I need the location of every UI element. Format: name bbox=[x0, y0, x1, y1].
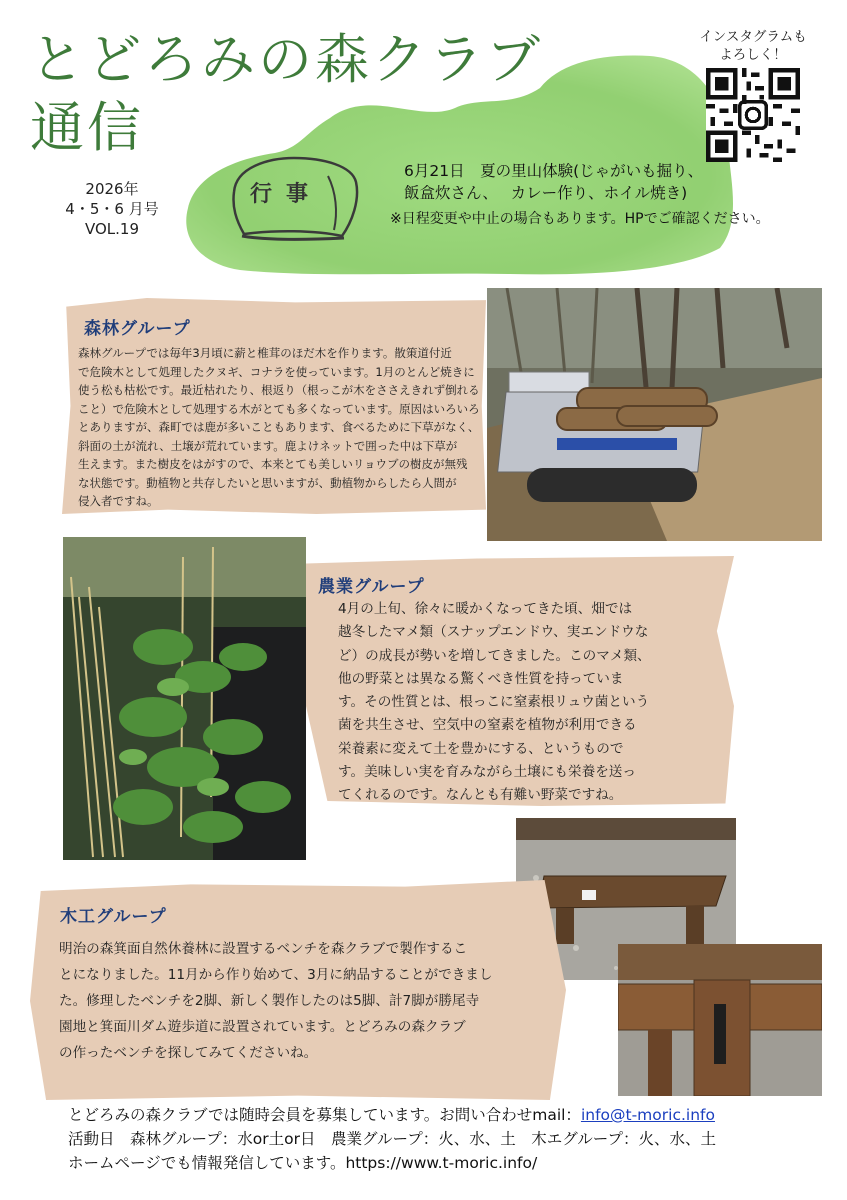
wood-line: 園地と箕面川ダム遊歩道に設置されています。とどろみの森クラブ bbox=[59, 1019, 466, 1035]
farm-peas-photo bbox=[63, 537, 306, 860]
instagram-note-line1: インスタグラムも bbox=[699, 29, 807, 45]
qr-code-graphic bbox=[706, 68, 800, 162]
contact-email-link[interactable]: info@t-moric.info bbox=[580, 1106, 715, 1124]
bench-closeup-graphic bbox=[618, 944, 822, 1096]
farm-line: 栄養素に変えて土を豊かにする、というもので bbox=[338, 740, 624, 757]
farm-group-text bbox=[338, 598, 651, 808]
peas-photo-graphic bbox=[63, 537, 306, 860]
footer-membership-text: とどろみの森クラブでは随時会員を募集しています。お問い合わせmail： bbox=[68, 1106, 581, 1124]
farm-line: す。美味しい実を育みながら土壌にも栄養を送っ bbox=[338, 764, 636, 781]
farm-line: 4月の上旬、徐々に暖かくなってきた頃、畑では bbox=[338, 601, 633, 617]
farm-group-title: 農業グループ bbox=[318, 577, 425, 597]
instagram-note bbox=[688, 28, 818, 64]
farm-line: 越冬したマメ類（スナップエンドウ、実エンドウな bbox=[338, 624, 649, 641]
carrier-photo-graphic bbox=[487, 288, 822, 541]
instagram-note-line2: よろしく！ bbox=[719, 47, 787, 63]
forest-line: で危険木として処理したクヌギ、コナラを使っています。1月のとんど焼きに bbox=[78, 364, 475, 379]
forest-line: 使う松も枯松です。最近枯れたり、根返り（根っこが木をささえきれず倒れる bbox=[78, 383, 480, 397]
newsletter-subtitle: 通信 bbox=[30, 96, 144, 159]
bench-closeup-photo bbox=[618, 944, 822, 1096]
forest-line: 森林グループでは毎年3月頃に薪と椎茸のほだ木を作ります。散策道付近 bbox=[78, 346, 452, 360]
farm-line: てくれるのです。なんとも有難い野菜ですね。 bbox=[338, 787, 623, 804]
wood-line: の作ったベンチを探してみてくださいね。 bbox=[59, 1045, 318, 1061]
event-note: ※日程変更や中止の場合もあります。HPでご確認ください。 bbox=[390, 211, 770, 227]
wood-line: 明治の森箕面自然休養林に設置するベンチを森クラブで製作するこ bbox=[59, 941, 468, 957]
footer-membership bbox=[68, 1104, 715, 1126]
farm-line: 他の野菜とは異なる驚くべき性質を持っていま bbox=[338, 670, 624, 687]
events-badge-label: 行事 bbox=[250, 182, 323, 207]
footer-homepage: ホームページでも情報発信しています。https://www.t-moric.info/ bbox=[68, 1154, 538, 1172]
issue-months: 4・5・6 月号 bbox=[65, 200, 159, 218]
forest-line: 侵入者ですね。 bbox=[78, 494, 159, 508]
forest-group-title: 森林グループ bbox=[84, 319, 191, 339]
issue-volume: VOL.19 bbox=[84, 220, 140, 238]
farm-line: 菌を共生させ、空気中の窒素を植物が利用できる bbox=[338, 717, 637, 734]
forest-line: 斜面の土が流れ、土壌が荒れています。鹿よけネットで囲った中は下草が bbox=[78, 438, 458, 453]
woodwork-group-text bbox=[59, 936, 493, 1066]
woodwork-group-title: 木工グループ bbox=[60, 907, 167, 927]
event-line-2: 飯盒炊さん、 カレー作り、ホイル焼き) bbox=[404, 184, 688, 202]
event-line-1: 6月21日 夏の里山体験(じゃがいも掘り、 bbox=[404, 162, 704, 180]
forest-line: こと）で危険木として処理する木がとても多くなっています。原因はいろいろ bbox=[78, 401, 480, 416]
wood-line: とになりました。11月から作り始めて、3月に納品することができまし bbox=[59, 967, 493, 983]
forest-line: な状態です。動植物と共存したいと思いますが、動植物からしたら人間が bbox=[78, 475, 457, 490]
forest-group-text bbox=[78, 344, 480, 511]
forest-line: 生えます。また樹皮をはがすので、本来とても美しいリョウブの樹皮が無残 bbox=[78, 457, 468, 471]
farm-line: ど）の成長が勢いを増してきました。このマメ類、 bbox=[338, 647, 651, 664]
forest-line: とありますが、森町では鹿が多いこともあります、食べるために下草がなく、 bbox=[78, 420, 480, 434]
newsletter-title: とどろみの森クラブ bbox=[30, 28, 543, 91]
issue-year: 2026年 bbox=[85, 180, 139, 198]
wood-line: た。修理したベンチを2脚、新しく製作したのは5脚、計7脚が勝尾寺 bbox=[59, 993, 480, 1009]
farm-line: す。その性質とは、根っこに窒素根リュウ菌という bbox=[338, 694, 650, 711]
qr-code-icon[interactable] bbox=[706, 68, 800, 162]
footer-activity-days: 活動日 森林グループ：水or土or日 農業グループ：火、水、土 木エグループ：火、水、土 bbox=[68, 1130, 716, 1148]
forest-carrier-photo bbox=[487, 288, 822, 541]
